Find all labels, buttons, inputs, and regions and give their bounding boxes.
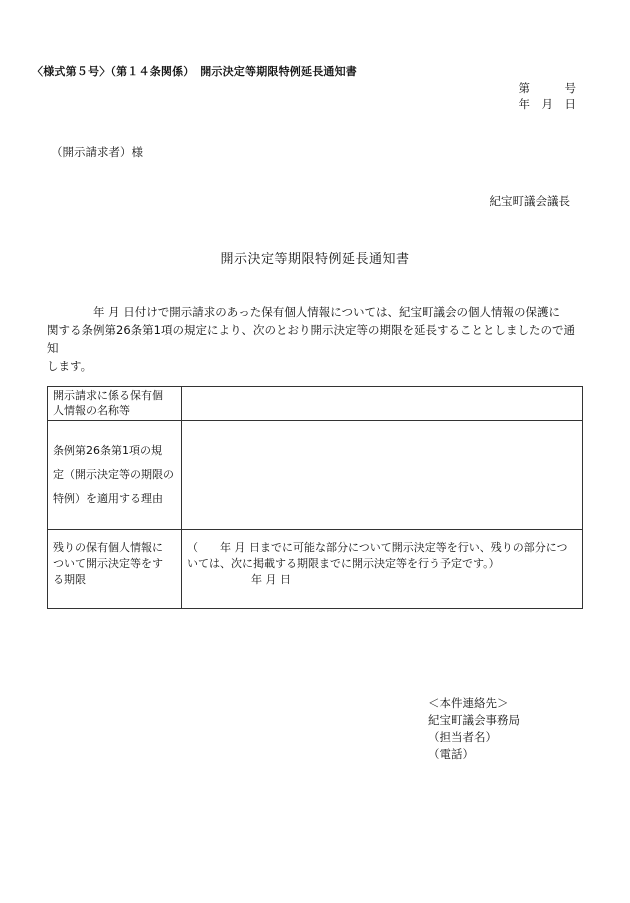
form-label: 〈様式第５号〉（第１４条関係） 開示決定等期限特例延長通知書	[32, 65, 357, 78]
row-label-reason: 条例第26条第1項の規 定（開示決定等の期限の 特例）を適用する理由	[48, 421, 182, 530]
contact-heading: ＜本件連絡先＞	[428, 696, 509, 710]
row-value-info-name	[182, 387, 583, 421]
document-number-date	[519, 80, 577, 112]
document-title: 開示決定等期限特例延長通知書	[220, 252, 410, 267]
document-number: 第 号	[518, 81, 576, 95]
contact-block	[428, 695, 520, 763]
body-line-1: 年 月 日付けで開示請求のあった保有個人情報については、紀宝町議会の個人情報の保護に	[93, 305, 560, 319]
body-paragraph	[47, 303, 582, 375]
info-table	[47, 386, 583, 609]
body-line-3: します。	[47, 359, 93, 373]
row-value-reason	[182, 421, 583, 530]
sender: 紀宝町議会議長	[489, 194, 570, 208]
contact-person: （担当者名）	[428, 730, 497, 744]
body-line-2: 関する条例第26条第1項の規定により、次のとおり開示決定等の期限を延長することとしましたので通知	[47, 323, 575, 355]
table-row	[48, 421, 583, 530]
row-value-deadline: （ 年 月 日までに可能な部分について開示決定等を行い、残りの部分につ いては、次に掲載する期限までに開示決定等を行う予定です。） 年 月 日	[182, 530, 583, 609]
table-row	[48, 530, 583, 609]
row-label-deadline: 残りの保有個人情報に ついて開示決定等をす る期限	[48, 530, 182, 609]
row-label-info-name: 開示請求に係る保有個 人情報の名称等	[48, 387, 182, 421]
contact-phone: （電話）	[428, 747, 474, 761]
addressee: （開示請求者）様	[51, 145, 143, 159]
contact-office: 紀宝町議会事務局	[428, 713, 520, 727]
document-date: 年 月 日	[518, 97, 576, 111]
table-row	[48, 387, 583, 421]
